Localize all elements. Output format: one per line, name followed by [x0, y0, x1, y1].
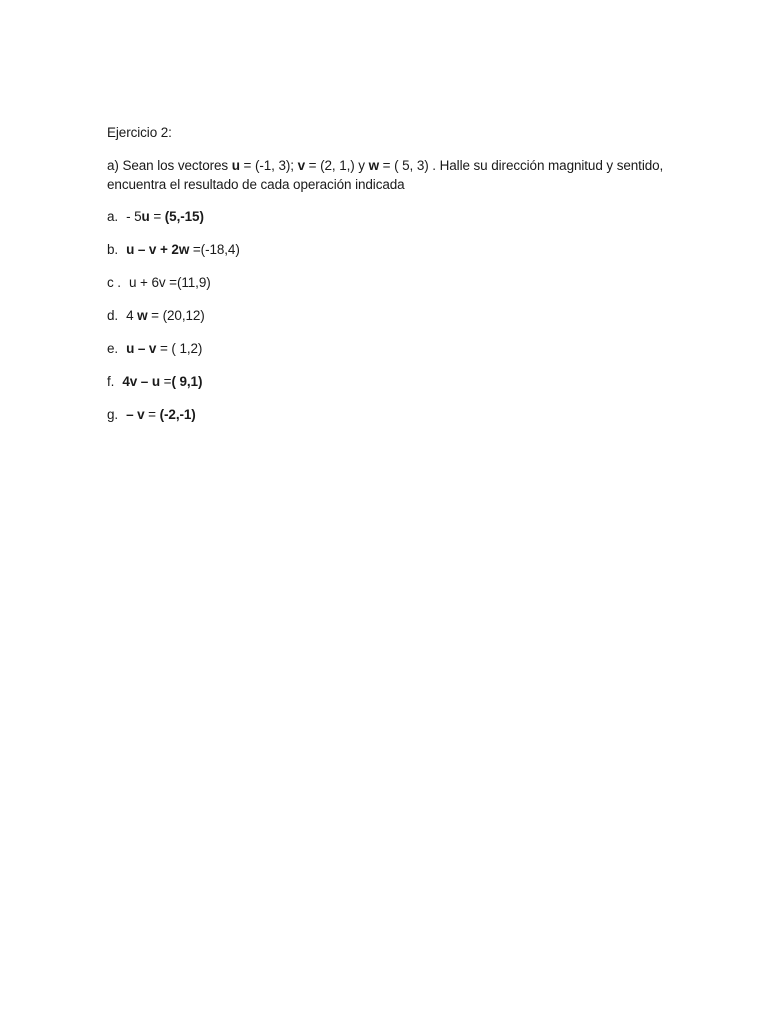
operation-item-b — [107, 241, 707, 259]
operation-expression: – v — [126, 407, 145, 422]
document-content — [107, 124, 707, 439]
operation-label: a. — [107, 209, 119, 224]
operation-result: ( 1,2) — [171, 341, 203, 356]
operation-expression: u – v — [126, 341, 157, 356]
operation-label: d. — [107, 308, 119, 323]
operation-equals: = — [189, 242, 201, 257]
operation-result: (-18,4) — [200, 242, 240, 257]
vector-w-name: w — [368, 158, 380, 173]
operation-equals: = — [147, 308, 163, 323]
operation-expression: 4v – u — [122, 374, 160, 389]
operation-item-f — [107, 373, 707, 391]
operation-expression: - 5 — [126, 209, 142, 224]
vector-u-value: = (-1, 3); — [239, 158, 298, 173]
operation-label: b. — [107, 242, 119, 257]
statement-prefix: a) Sean los vectores — [107, 158, 232, 173]
operations-list — [107, 208, 707, 424]
operation-bold-var: w — [137, 308, 148, 323]
vector-v-value: = (2, 1,) y — [305, 158, 369, 173]
operation-result: (11,9) — [176, 275, 211, 290]
operation-result: (-2,-1) — [159, 407, 196, 422]
operation-item-c — [107, 274, 707, 292]
operation-expression: u – v + 2w — [126, 242, 190, 257]
operation-equals: = — [165, 275, 177, 290]
operation-label: e. — [107, 341, 119, 356]
operation-result: ( 9,1) — [171, 374, 203, 389]
operation-equals: = — [160, 374, 172, 389]
operation-item-g — [107, 406, 707, 424]
operation-result: (20,12) — [162, 308, 205, 323]
operation-item-e — [107, 340, 707, 358]
vector-v-name: v — [297, 158, 305, 173]
operation-expression: 4 — [126, 308, 138, 323]
operation-item-a — [107, 208, 707, 226]
operation-expression: u + 6v — [128, 275, 166, 290]
operation-result: (5,-15) — [164, 209, 204, 224]
vector-u-name: u — [231, 158, 240, 173]
operation-equals: = — [149, 209, 165, 224]
statement-line-2: encuentra el resultado de cada operación indicada — [107, 177, 405, 192]
operation-equals: = — [156, 341, 172, 356]
operation-label: g. — [107, 407, 119, 422]
exercise-statement — [107, 156, 707, 194]
vector-w-value: = ( 5, 3) . Halle su dirección magnitud y sentido, — [379, 158, 664, 173]
statement-line-1 — [107, 156, 707, 175]
operation-item-d — [107, 307, 707, 325]
operation-label: c . — [107, 275, 121, 290]
exercise-title: Ejercicio 2: — [107, 125, 172, 140]
operation-label: f. — [107, 374, 115, 389]
operation-bold-var: u — [141, 209, 150, 224]
operation-equals: = — [144, 407, 160, 422]
